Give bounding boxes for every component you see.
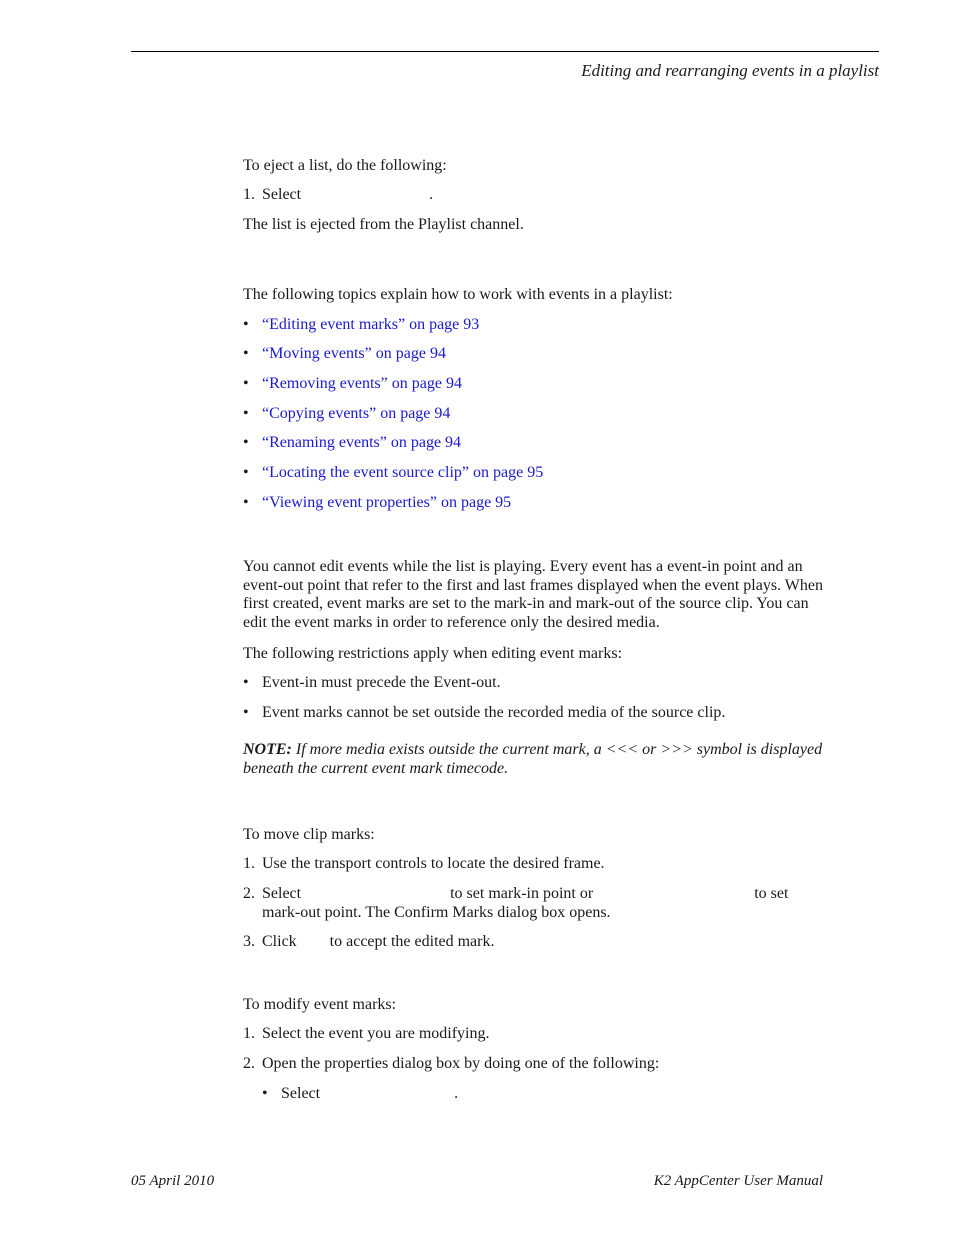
marks-paragraph: You cannot edit events while the list is playing. Every event has a event-in point and an event-out point that refer to the first and last frames displayed when the event plays. When first created, event marks are set to the mark-in and mark-out of the source clip. You can edit the event marks in order to reference only the desired media. [243,558,823,631]
running-header: Editing and rearranging events in a playlist [581,61,879,80]
step-number: 2. [243,885,255,902]
topic-link-editing-event-marks[interactable]: “Editing event marks” on page 93 [262,316,480,333]
eject-result: The list is ejected from the Playlist channel. [243,216,524,233]
topic-link-viewing-properties[interactable]: “Viewing event properties” on page 95 [262,494,512,511]
topic-link-item: • “Locating the event source clip” on page 95 [243,464,544,481]
eject-step-1 [243,185,433,204]
move-step-2-continuation: mark-out point. The Confirm Marks dialog box opens. [262,904,611,921]
eject-intro: To eject a list, do the following: [243,157,447,174]
step-text-b: to set mark-in point or [450,885,594,902]
footer-manual-title: K2 AppCenter User Manual [653,1173,823,1189]
step-text-c: to set [754,885,789,902]
note-text: If more media exists outside the current mark, a <<< or >>> symbol is displayed beneath the current event mark timecode. [243,741,823,777]
step-number: 1. [243,1025,255,1042]
topic-link-locating-source-clip[interactable]: “Locating the event source clip” on page 95 [262,464,544,481]
step-text-a: Select [262,885,302,902]
topic-link-item: • “Copying events” on page 94 [243,405,451,422]
move-step-1 [243,854,605,873]
step-number: 3. [243,933,255,950]
restriction-item: • Event-in must precede the Event-out. [243,674,501,691]
step-number: 1. [243,855,255,872]
restriction-item: • Event marks cannot be set outside the recorded media of the source clip. [243,704,726,721]
topic-link-item: • “Removing events” on page 94 [243,375,462,392]
modify-step-1 [243,1024,489,1043]
topic-link-moving-events[interactable]: “Moving events” on page 94 [262,345,446,362]
modify-step-2 [243,1054,659,1073]
move-step-3 [243,932,494,951]
step-text: Open the properties dialog box by doing one of the following: [262,1055,660,1072]
header-rule [131,51,879,52]
step-text-a: Click [262,933,297,950]
sub-bullet-text: Select [281,1085,321,1102]
topic-link-item: • “Viewing event properties” on page 95 [243,494,512,511]
topic-link-item: • “Moving events” on page 94 [243,345,446,362]
topic-link-item: • “Renaming events” on page 94 [243,434,462,451]
step-text: Select the event you are modifying. [262,1025,490,1042]
topic-link-renaming-events[interactable]: “Renaming events” on page 94 [262,434,462,451]
step-text: Select [262,186,302,203]
note [243,740,823,778]
note-label: NOTE: [243,741,292,758]
topics-intro: The following topics explain how to work with events in a playlist: [243,286,673,303]
step-number: 2. [243,1055,255,1072]
footer-date: 05 April 2010 [131,1173,215,1189]
step-end: . [429,186,434,203]
modify-marks-intro: To modify event marks: [243,996,397,1013]
step-number: 1. [243,186,255,203]
move-step-2 [243,884,788,903]
topic-link-removing-events[interactable]: “Removing events” on page 94 [262,375,462,392]
restriction-text: Event-in must precede the Event-out. [262,674,501,691]
step-text: Use the transport controls to locate the desired frame. [262,855,605,872]
sub-bullet-end: . [454,1085,459,1102]
restrictions-intro: The following restrictions apply when editing event marks: [243,645,623,662]
move-marks-intro: To move clip marks: [243,826,375,843]
topic-link-copying-events[interactable]: “Copying events” on page 94 [262,405,451,422]
topic-link-item: • “Editing event marks” on page 93 [243,316,480,333]
modify-sub-bullet: • Select . [262,1085,459,1102]
step-text-b: to accept the edited mark. [329,933,495,950]
restriction-text: Event marks cannot be set outside the recorded media of the source clip. [262,704,726,721]
